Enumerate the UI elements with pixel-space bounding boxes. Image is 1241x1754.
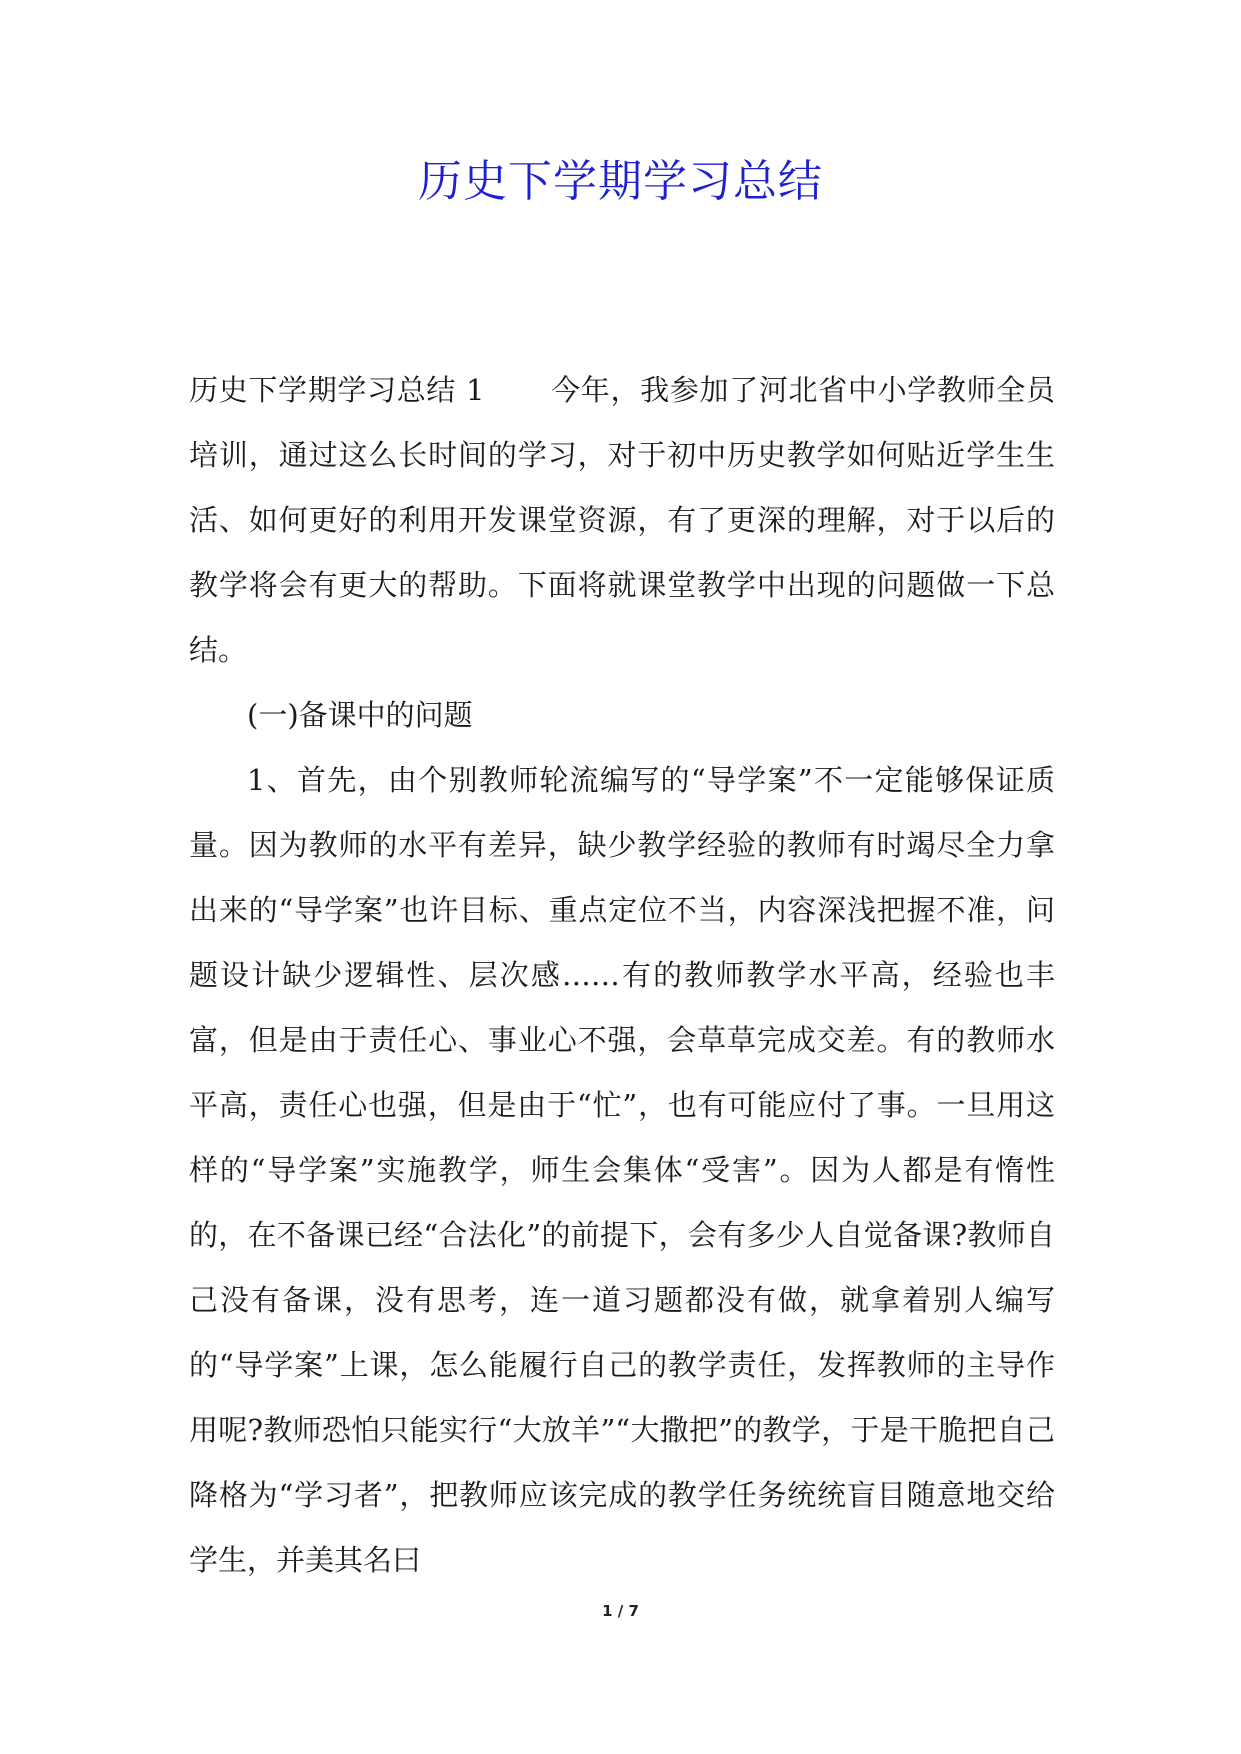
- paragraph-intro-text: 今年，我参加了河北省中小学教师全员培训，通过这么长时间的学习，对于初中历史教学如何贴近学生生活、如何更好的利用开发课堂资源，有了更深的理解，对于以后的教学将会有更大的帮助。下面将就课堂教学中出现的问题做一下总结。: [189, 373, 1055, 667]
- paragraph-point-1: 1、首先，由个别教师轮流编写的“导学案”不一定能够保证质量。因为教师的水平有差异，缺少教学经验的教师有时竭尽全力拿出来的“导学案”也许目标、重点定位不当，内容深浅把握不准，问题设计缺少逻辑性、层次感……有的教师教学水平高，经验也丰富，但是由于责任心、事业心不强，会草草完成交差。有的教师水平高，责任心也强，但是由于“忙”，也有可能应付了事。一旦用这样的“导学案”实施教学，师生会集体“受害”。因为人都是有惰性的，在不备课已经“合法化”的前提下，会有多少人自觉备课?教师自己没有备课，没有思考，连一道习题都没有做，就拿着别人编写的“导学案”上课，怎么能履行自己的教学责任，发挥教师的主导作用呢?教师恐怕只能实行“大放羊”“大撒把”的教学，于是干脆把自己降格为“学习者”，把教师应该完成的教学任务统统盲目随意地交给学生，并美其名曰: [189, 763, 1055, 1577]
- paragraph-intro-lead: 历史下学期学习总结 1: [189, 373, 485, 407]
- paragraph-intro: [189, 358, 1055, 683]
- document-body: [189, 358, 1055, 1593]
- section-heading: (一)备课中的问题: [247, 698, 473, 732]
- page-number: 1 / 7: [602, 1602, 639, 1620]
- document-title: 历史下学期学习总结: [418, 156, 823, 207]
